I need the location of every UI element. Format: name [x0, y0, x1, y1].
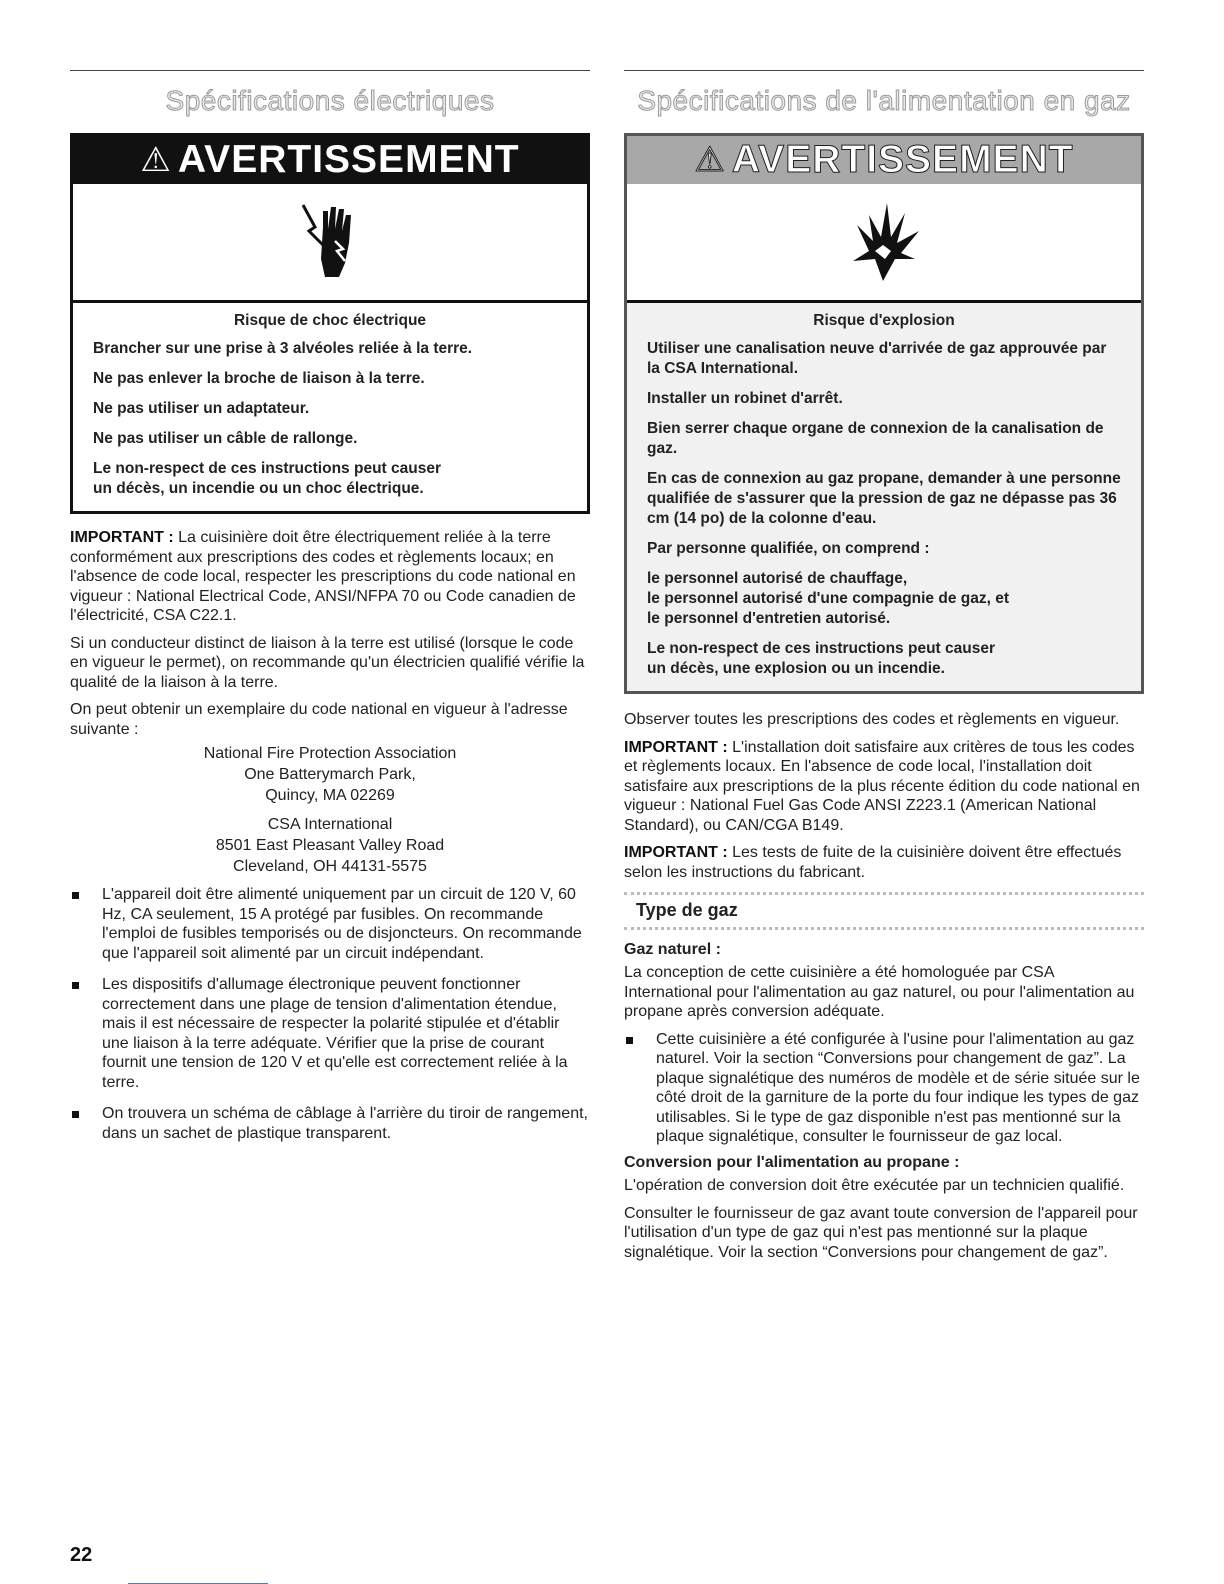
conversion-paragraph: Consulter le fournisseur de gaz avant toute conversion de l'appareil pour l'utilisation d'un type de gaz qui n'est pas mentionné sur la plaque signalétique. Voir la section “Conversions pour changement de gaz”. [624, 1204, 1138, 1261]
electrical-text [70, 528, 590, 1143]
gas-text [624, 710, 1144, 1262]
warning-line: Ne pas enlever la broche de liaison à la terre. [93, 370, 425, 387]
important-paragraph: IMPORTANT : La cuisinière doit être électriquement reliée à la terre conformément aux prescriptions des codes et règlements locaux; en l'absence de code local, respecter les prescriptions du code national en vigueur : National Electrical Code, ANSI/NFPA 70 ou Code canadien de l'électricité, CSA C22.1. [70, 529, 576, 624]
warning-body [73, 303, 587, 511]
top-rule [70, 70, 590, 71]
conversion-paragraph: L'opération de conversion doit être exécutée par un technicien qualifié. [624, 1177, 1125, 1194]
important-paragraph: IMPORTANT : L'installation doit satisfaire aux critères de tous les codes et règlements locaux. En l'absence de code local, l'installation doit satisfaire aux prescriptions de la plus récente édition du code national en vigueur : National Fuel Gas Code ANSI Z223.1 (American National Standard), ou CAN/CGA B149. [624, 738, 1140, 834]
list-item: Les dispositifs d'allumage électronique peuvent fonctionner correctement dans une plage de tension d'alimentation étendue, mais il est nécessaire de respecter la polarité stipulée et d'établir une liaison à la terre adéquate. Vérifier que la prise de courant fournit une tension de 120 V et qu'elle est correctement reliée à la terre. [70, 975, 590, 1092]
warning-line: Ne pas utiliser un câble de rallonge. [93, 430, 358, 447]
electrical-bullet-list [70, 885, 590, 1143]
warning-box [624, 133, 1144, 694]
warning-header [627, 136, 1141, 184]
gas-type-heading: Type de gaz [624, 892, 1144, 930]
explosion-icon [627, 184, 1141, 303]
gas-bullet-list [624, 1030, 1144, 1147]
warning-heading: AVERTISSEMENT [731, 138, 1074, 181]
warning-consequence: Le non-respect de ces instructions peut causer un décès, une explosion ou un incendie. [647, 640, 995, 677]
hazard-title: Risque d'explosion [813, 312, 955, 329]
top-rule [624, 70, 1144, 71]
electric-shock-hand-icon [73, 184, 587, 303]
warning-header [73, 136, 587, 184]
warning-heading: AVERTISSEMENT [177, 138, 520, 181]
address-nfpa: National Fire Protection Association One Batterymarch Park, Quincy, MA 02269 [203, 745, 457, 804]
gas-specs-column [624, 70, 1144, 1270]
propane-conversion-heading: Conversion pour l'alimentation au propane : [624, 1153, 960, 1171]
qualified-list: le personnel autorisé de chauffage, le personnel autorisé d'une compagnie de gaz, et le personnel d'entretien autorisé. [647, 570, 1009, 627]
warning-line: Utiliser une canalisation neuve d'arrivée de gaz approuvée par la CSA International. [647, 340, 1107, 377]
natural-gas-heading: Gaz naturel : [624, 940, 721, 958]
warning-body [627, 303, 1141, 691]
warning-box [70, 133, 590, 514]
important-paragraph: IMPORTANT : Les tests de fuite de la cuisinière doivent être effectués selon les instructions du fabricant. [624, 844, 1122, 881]
warning-triangle-icon: ⚠ [140, 141, 172, 179]
list-item: L'appareil doit être alimenté uniquement par un circuit de 120 V, 60 Hz, CA seulement, 15 A protégé par fusibles. On recommande l'emploi de fusibles temporisés ou de disjoncteurs. On recommande que l'appareil soit alimenté par un circuit indépendant. [70, 885, 590, 963]
warning-line: Ne pas utiliser un adaptateur. [93, 400, 310, 417]
natural-gas-paragraph: La conception de cette cuisinière a été homologuée par CSA International pour l'alimentation au gaz naturel, ou pour l'alimentation au propane après conversion adéquate. [624, 964, 1135, 1020]
grounding-paragraph: Si un conducteur distinct de liaison à la terre est utilisé (lorsque le code en vigueur le permet), on recommande qu'un électricien qualifié vérifie la qualité de la liaison à la terre. [70, 634, 585, 691]
warning-line: En cas de connexion au gaz propane, demander à une personne qualifiée de s'assurer que la pression de gaz ne dépasse pas 36 cm (14 po) de la colonne d'eau. [647, 470, 1121, 527]
electrical-specs-column [70, 70, 590, 1155]
list-item: Cette cuisinière a été configurée à l'usine pour l'alimentation au gaz naturel. Voir la section “Conversions pour changement de gaz”. La plaque signalétique des numéros de modèle et de série située sur le côté droit de la garniture de la porte du four indique les types de gaz utilisables. Si le type de gaz disponible n'est pas mentionné sur la plaque signalétique, consulter le fournisseur de gaz local. [624, 1030, 1144, 1147]
warning-line: Bien serrer chaque organe de connexion de la canalisation de gaz. [647, 420, 1104, 457]
hazard-title: Risque de choc électrique [233, 312, 427, 329]
warning-line: Brancher sur une prise à 3 alvéoles reliée à la terre. [93, 340, 473, 357]
warning-triangle-icon: ⚠ [694, 141, 726, 179]
section-title: Spécifications électriques [165, 85, 495, 116]
code-copy-paragraph: On peut obtenir un exemplaire du code national en vigueur à l'adresse suivante : [70, 701, 568, 738]
address-csa: CSA International 8501 East Pleasant Valley Road Cleveland, OH 44131-5575 [215, 816, 445, 875]
list-item: On trouvera un schéma de câblage à l'arrière du tiroir de rangement, dans un sachet de plastique transparent. [70, 1104, 590, 1143]
warning-line: Par personne qualifiée, on comprend : [647, 540, 930, 557]
page-number: 22 [70, 1544, 93, 1566]
warning-consequence: Le non-respect de ces instructions peut causer un décès, un incendie ou un choc électrique. [93, 460, 441, 497]
section-title: Spécifications de l'alimentation en gaz [637, 85, 1131, 116]
warning-line: Installer un robinet d'arrêt. [647, 390, 843, 407]
codes-paragraph: Observer toutes les prescriptions des codes et règlements en vigueur. [624, 711, 1120, 728]
